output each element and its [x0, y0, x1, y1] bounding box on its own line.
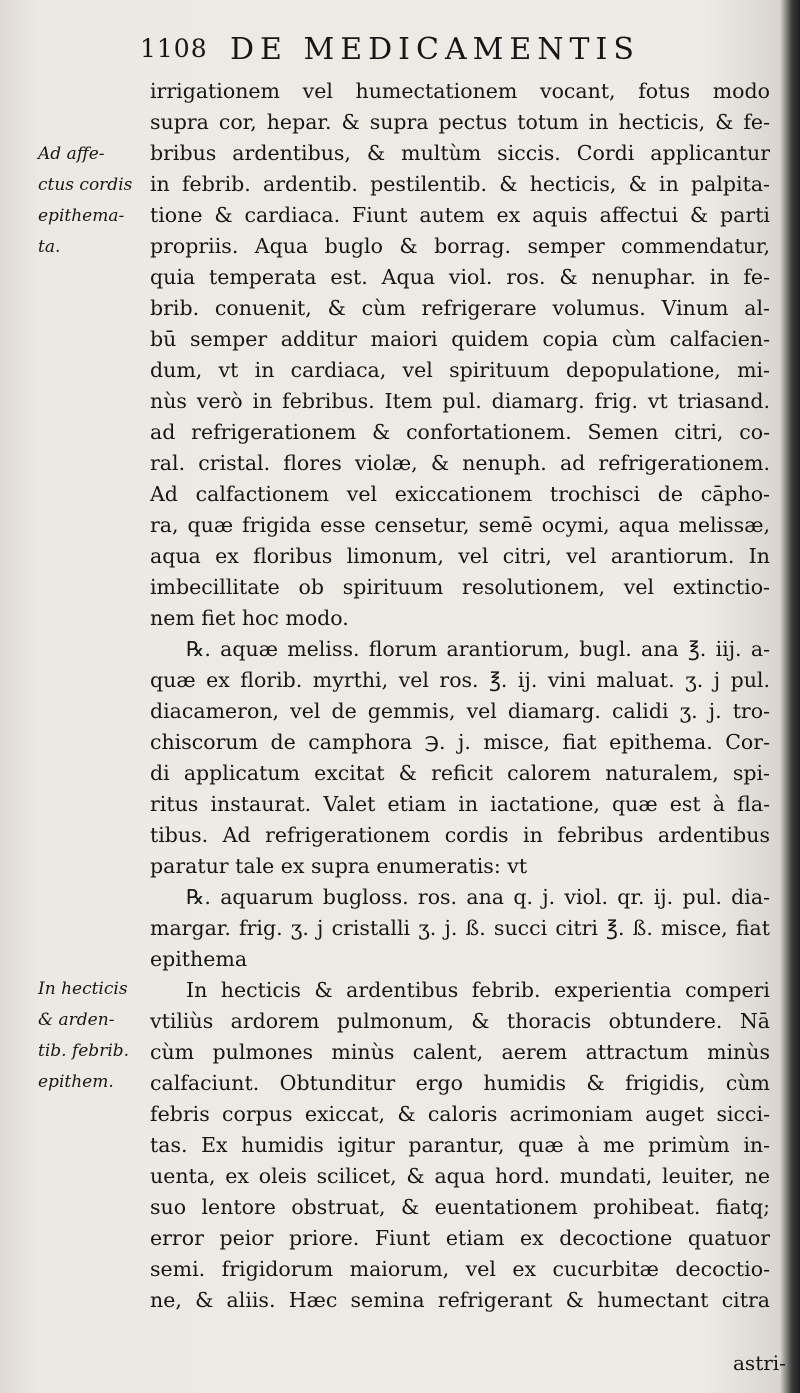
text-line: febris corpus exiccat, & caloris acrimoniam auget sicci-	[150, 1102, 770, 1126]
text-line: di applicatum excitat & reficit calorem naturalem, spi-	[150, 761, 770, 785]
text-line: brib. conuenit, & cùm refrigerare volumus. Vinum al-	[150, 296, 770, 320]
text-line: ra, quæ frigida esse censetur, semē ocymi, aqua melissæ,	[150, 513, 770, 537]
text-line: error peior priore. Fiunt etiam ex decoctione quatuor	[150, 1226, 770, 1250]
text-line: suo lentore obstruat, & euentationem prohibeat. fiatq;	[150, 1195, 770, 1219]
text-line: paratur tale ex supra enumeratis: vt	[150, 854, 528, 878]
margin-note-line: tib. febrib.	[38, 1041, 130, 1061]
text-line: margar. frig. ʒ. j cristalli ʒ. j. ß. succi citri ℥. ß. misce, fiat	[150, 916, 770, 940]
text-line: irrigationem vel humectationem vocant, fotus modo	[150, 79, 770, 103]
text-line: aqua ex floribus limonum, vel citri, vel arantiorum. In	[150, 544, 770, 568]
text-line: ℞. aquarum bugloss. ros. ana q. j. viol. qr. ij. pul. dia-	[186, 885, 770, 909]
text-line: epithema	[150, 947, 248, 971]
margin-note-line: epithema-	[38, 206, 125, 226]
text-line: bribus ardentibus, & multùm siccis. Cordi applicantur	[150, 141, 770, 165]
text-line: diacameron, vel de gemmis, vel diamarg. calidi ʒ. j. tro-	[150, 699, 770, 723]
text-line: bū semper additur maiori quidem copia cùm calfacien-	[150, 327, 770, 351]
margin-note-heart-epithems	[38, 139, 148, 263]
text-line: quæ ex florib. myrthi, vel ros. ℥. ij. vini maluat. ʒ. j pul.	[150, 668, 770, 692]
text-line: in febrib. ardentib. pestilentib. & hecticis, & in palpita-	[150, 172, 770, 196]
text-line: uenta, ex oleis scilicet, & aqua hord. mundati, leuiter, ne	[150, 1164, 770, 1188]
text-line: ritus instaurat. Valet etiam in iactatione, quæ est à fla-	[150, 792, 770, 816]
text-line: Ad calfactionem vel exiccationem trochisci de cāpho-	[150, 482, 770, 506]
margin-note-line: Ad affe-	[38, 144, 105, 164]
page-number: 1108	[140, 34, 208, 63]
page-header	[140, 32, 740, 72]
text-line: ad refrigerationem & confortationem. Semen citri, co-	[150, 420, 770, 444]
text-line: ne, & aliis. Hæc semina refrigerant & humectant citra	[150, 1288, 770, 1312]
catchword: astri-	[733, 1351, 786, 1375]
text-line: supra cor, hepar. & supra pectus totum in hecticis, & fe-	[150, 110, 770, 134]
body-text	[150, 76, 770, 1316]
text-line: propriis. Aqua buglo & borrag. semper commendatur,	[150, 234, 770, 258]
running-title: DE MEDICAMENTIS	[230, 32, 640, 67]
text-line: In hecticis & ardentibus febrib. experientia comperi	[186, 978, 770, 1002]
text-line: cùm pulmones minùs calent, aerem attractum minùs	[150, 1040, 770, 1064]
text-line: nùs verò in febribus. Item pul. diamarg. frig. vt triasand.	[150, 389, 770, 413]
margin-note-line: ta.	[38, 237, 61, 257]
margin-note-line: In hecticis	[38, 979, 128, 999]
text-line: ℞. aquæ meliss. florum arantiorum, bugl. ana ℥. iij. a-	[186, 637, 770, 661]
text-line: tione & cardiaca. Fiunt autem ex aquis affectui & parti	[150, 203, 770, 227]
margin-note-line: ctus cordis	[38, 175, 133, 195]
text-line: vtiliùs ardorem pulmonum, & thoracis obtundere. Nā	[150, 1009, 770, 1033]
text-line: nem fiet hoc modo.	[150, 606, 349, 630]
margin-note-line: epithem.	[38, 1072, 114, 1092]
text-line: tas. Ex humidis igitur parantur, quæ à me primùm in-	[150, 1133, 770, 1157]
margin-note-hectic-fevers	[38, 974, 148, 1098]
text-line: ral. cristal. flores violæ, & nenuph. ad refrigerationem.	[150, 451, 770, 475]
text-line: dum, vt in cardiaca, vel spirituum depopulatione, mi-	[150, 358, 770, 382]
text-line: calfaciunt. Obtunditur ergo humidis & frigidis, cùm	[150, 1071, 770, 1095]
text-line: quia temperata est. Aqua viol. ros. & nenuphar. in fe-	[150, 265, 770, 289]
text-line: chiscorum de camphora ℈. j. misce, fiat epithema. Cor-	[150, 730, 770, 754]
margin-note-line: & arden-	[38, 1010, 115, 1030]
text-line: semi. frigidorum maiorum, vel ex cucurbitæ decoctio-	[150, 1257, 770, 1281]
text-line: tibus. Ad refrigerationem cordis in febribus ardentibus	[150, 823, 770, 847]
text-line: imbecillitate ob spirituum resolutionem, vel extinctio-	[150, 575, 770, 599]
